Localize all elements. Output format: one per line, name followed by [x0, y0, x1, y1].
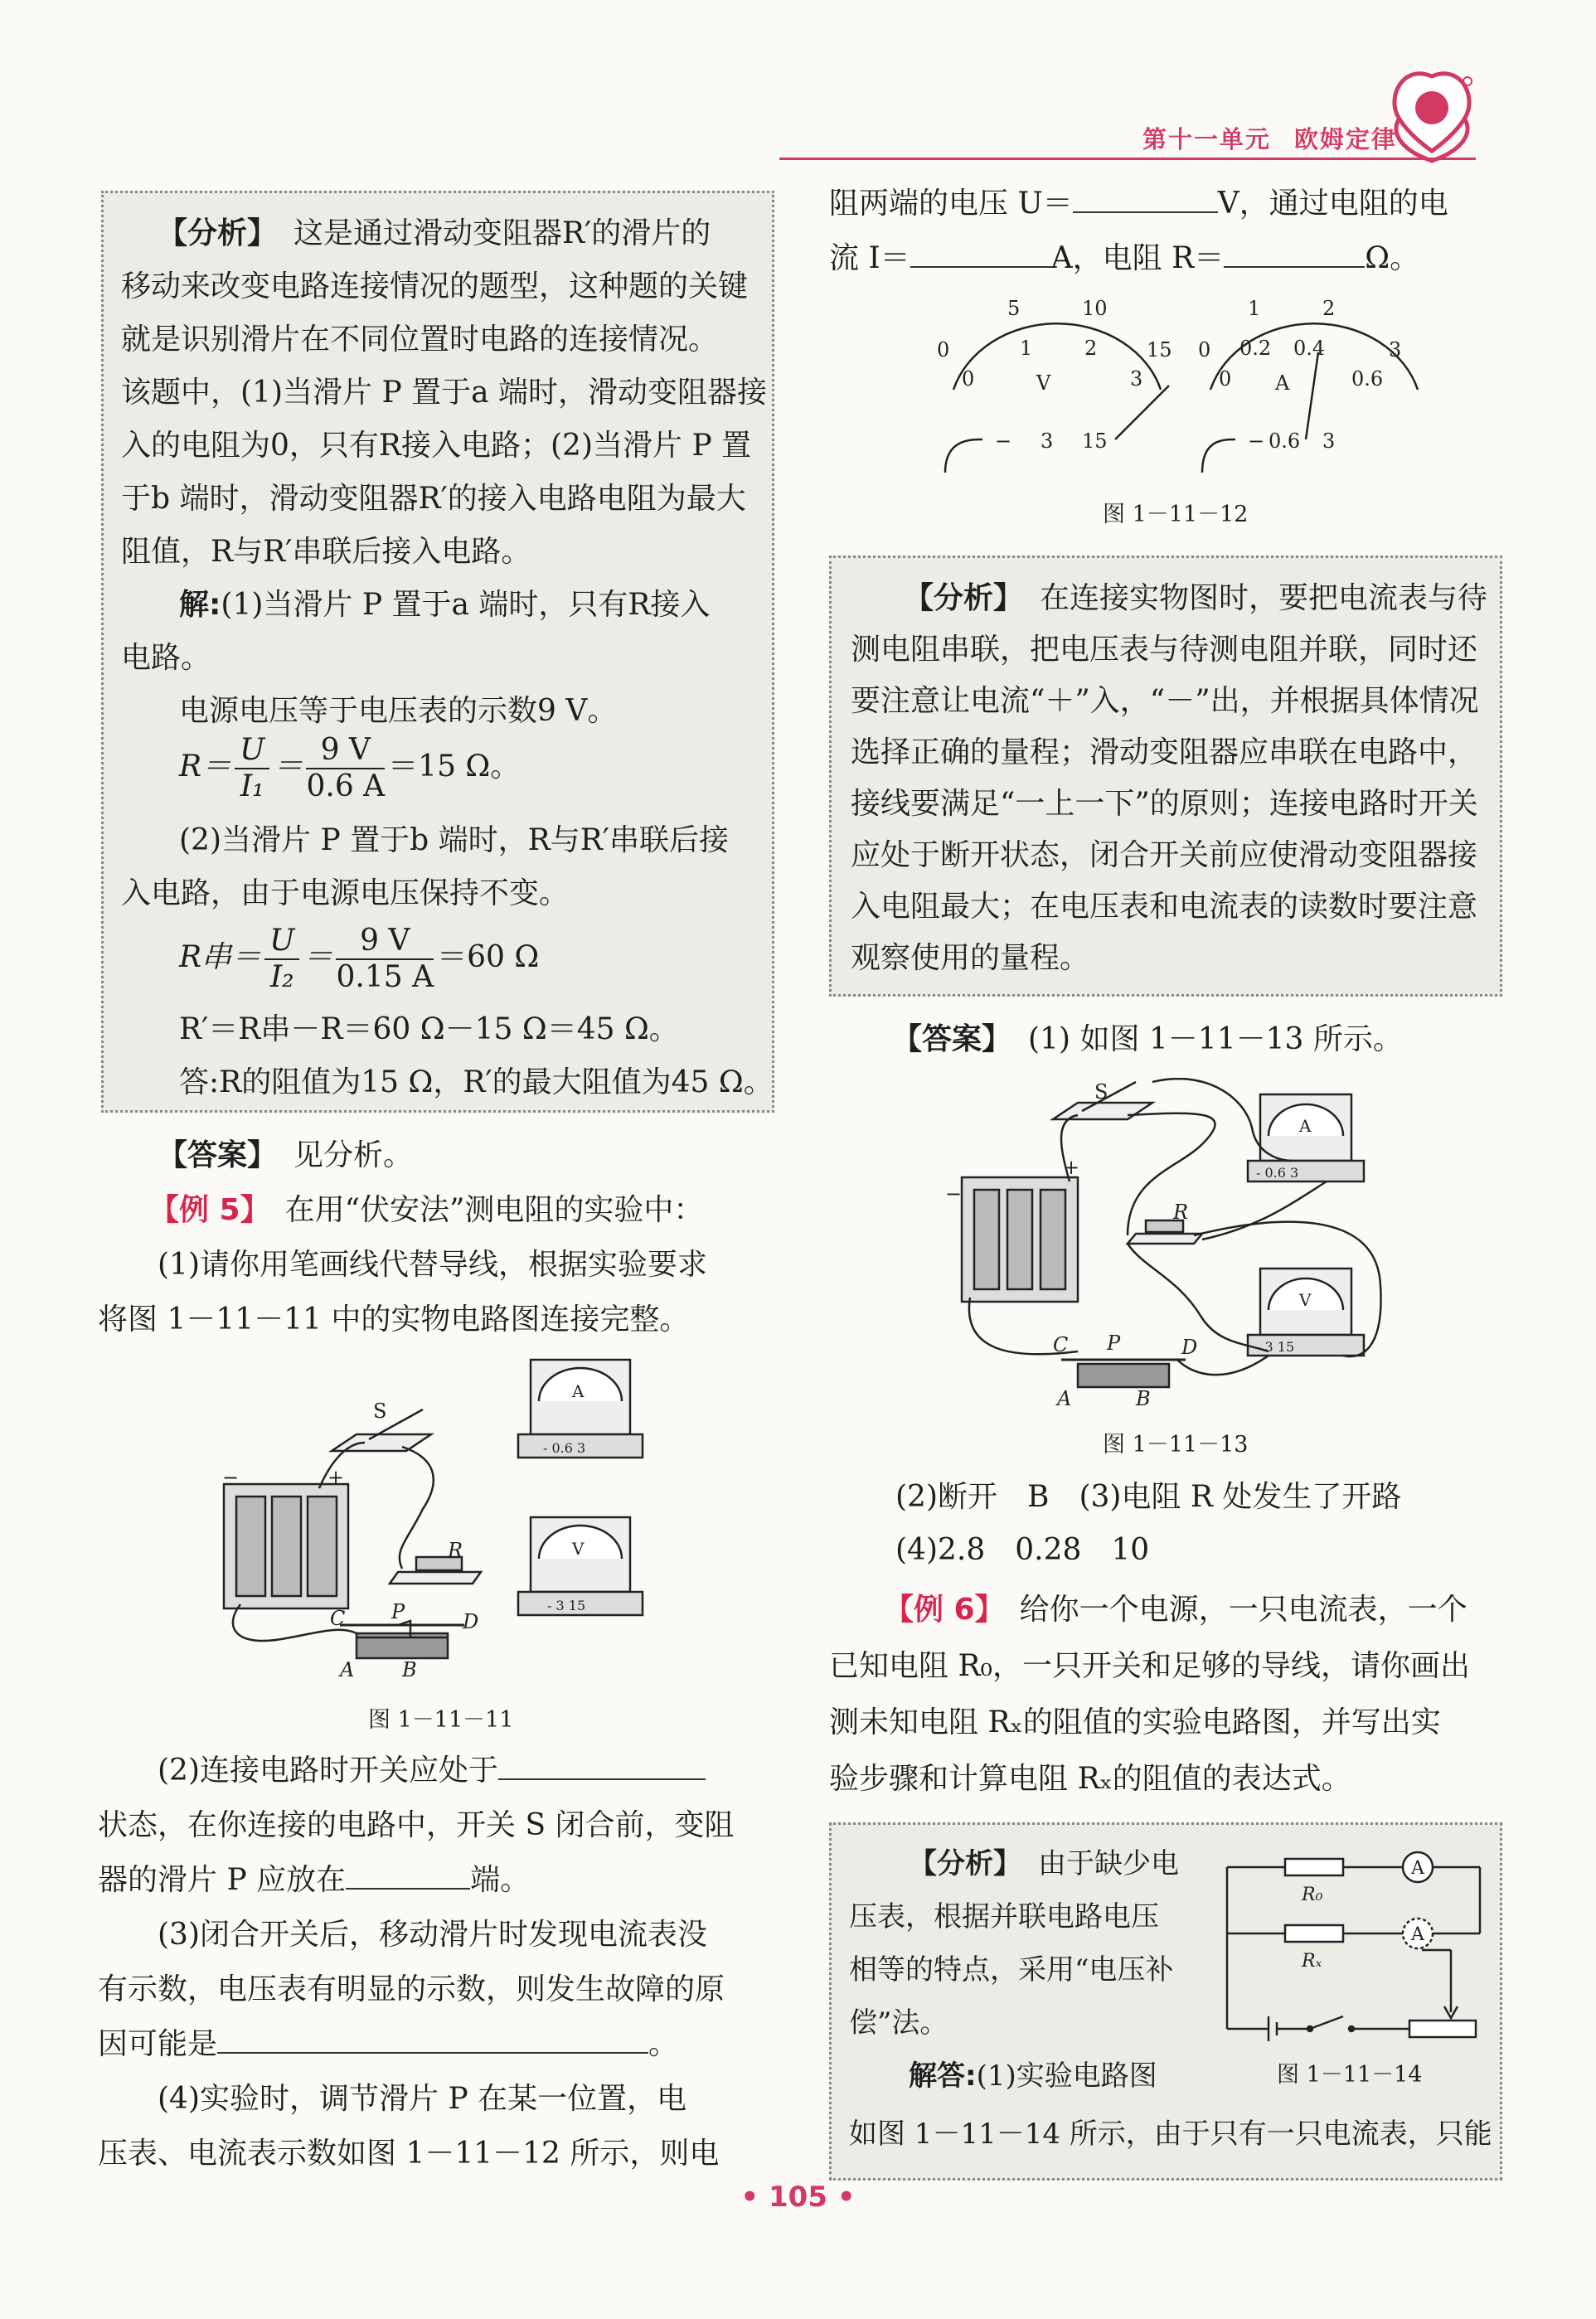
- ammeter-needle: [1306, 352, 1318, 439]
- bottom-last-line: 如图 1－11－14 所示，由于只有一只电流表，只能: [849, 2118, 1492, 2151]
- a-term-3: 3: [1322, 429, 1336, 453]
- fig11-a-label: A: [340, 1658, 355, 1681]
- fig13-d-label: D: [1181, 1336, 1198, 1359]
- right-analysis-line-1: 【分析】 在连接实物图时，要把电流表与待: [904, 581, 1488, 615]
- left-solution-line-2: 电路。: [121, 641, 211, 675]
- left-analysis-line-5: 入的电阻为0，只有R接入电路；(2)当滑片 P 置: [121, 429, 752, 463]
- fig11-resistor-label: R: [448, 1539, 463, 1562]
- example-5-title: 【例 5】 在用“伏安法”测电阻的实验中：: [149, 1193, 704, 1227]
- left-solution-line-4: (2)当滑片 P 置于b 端时，R与R′串联后接: [179, 823, 729, 857]
- a-outer-1: 1: [1248, 297, 1261, 320]
- fig13-voltmeter-letter: V: [1299, 1290, 1312, 1310]
- fig11-voltmeter-letter: V: [572, 1539, 585, 1559]
- fig13-b-label: B: [1136, 1387, 1151, 1409]
- right-analysis-line-8: 观察使用的量程。: [851, 941, 1090, 975]
- figure-1-11-11-caption: 图 1－11－11: [368, 1707, 514, 1733]
- right-analysis-line-4: 选择正确的量程；滑动变阻器应串联在电路中，: [851, 735, 1478, 769]
- bottom-solution-line: 解答:(1)实验电路图: [909, 2059, 1157, 2093]
- left-analysis-line-2: 移动来改变电路连接情况的题型，这种题的关键: [121, 269, 749, 303]
- example-5-q4-line-3: 阻两端的电压 U＝ V，通过电阻的电: [829, 187, 1448, 221]
- fig11-voltmeter-terminals: - 3 15: [547, 1598, 586, 1613]
- right-analysis-line-7: 入电阻最大；在电压表和电流表的读数时要注意: [851, 890, 1478, 924]
- left-analysis-line-4: 该题中，(1)当滑片 P 置于a 端时，滑动变阻器接: [121, 376, 768, 410]
- v-outer-5: 5: [1007, 297, 1021, 320]
- v-outer-0: 0: [937, 338, 950, 361]
- left-analysis-line-1: 【分析】 这是通过滑动变阻器R′的滑片的: [158, 216, 711, 250]
- a-outer-0: 0: [1198, 338, 1211, 361]
- fig13-p-label: P: [1107, 1332, 1121, 1355]
- example-5-q2-line-2: 状态，在你连接的电路中，开关 S 闭合前，变阻: [98, 1808, 735, 1842]
- fig14-ammeter-2: A: [1411, 1924, 1424, 1945]
- equation-r: R＝ $\frac{U}{\text{I₁}}$ ＝ $\frac{9 V}{0.6 A}$ ＝15 Ω。: [179, 733, 521, 803]
- example-6-line-1: 【例 6】 给你一个电源，一只电流表，一个: [884, 1593, 1467, 1627]
- right-answer-line-3: (4)2.8 0.28 10: [895, 1533, 1150, 1567]
- right-answer: 【答案】 (1) 如图 1－11－13 所示。: [892, 1022, 1403, 1056]
- fig11-b-label: B: [402, 1658, 417, 1681]
- fig14-r0-label: R₀: [1302, 1885, 1323, 1905]
- fig11-plus-label: +: [327, 1466, 345, 1489]
- right-analysis-line-6: 应处于断开状态，闭合开关前应使滑动变阻器接: [851, 838, 1478, 872]
- bottom-analysis-line-4: 偿”法。: [849, 2006, 948, 2040]
- figure-1-11-12: [929, 290, 1426, 473]
- example-5-q2-line-1: (2)连接电路时开关应处于: [158, 1744, 706, 1797]
- example-5-q3-line-1: (3)闭合开关后，移动滑片时发现电流表没: [158, 1918, 707, 1952]
- voltmeter-letter: V: [1036, 371, 1051, 395]
- fig13-resistor-label: R: [1173, 1201, 1189, 1224]
- example-6-line-2: 已知电阻 R₀，一只开关和足够的导线，请你画出: [829, 1649, 1470, 1683]
- right-analysis-line-2: 测电阻串联，把电压表与待测电阻并联，同时还: [851, 633, 1478, 667]
- fig11-switch-label: S: [373, 1400, 387, 1423]
- v-inner-2: 2: [1084, 337, 1098, 360]
- page-header: [1142, 121, 1397, 155]
- figure-1-11-14: [1219, 1842, 1492, 2041]
- a-term-06: 0.6: [1269, 429, 1301, 453]
- example-5-q4-line-1: (4)实验时，调节滑片 P 在某一位置，电: [158, 2082, 687, 2116]
- left-analysis-line-7: 阻值，R与R′串联后接入电路。: [121, 535, 531, 569]
- left-analysis-line-3: 就是识别滑片在不同位置时电路的连接情况。: [121, 323, 719, 357]
- v-inner-0: 0: [962, 367, 975, 391]
- left-solution-line-1: 解:(1)当滑片 P 置于a 端时，只有R接入: [179, 588, 711, 622]
- fig11-c-label: C: [330, 1607, 346, 1630]
- bottom-analysis-line-3: 相等的特点，采用“电压补: [849, 1953, 1174, 1987]
- fig13-ammeter-letter: A: [1299, 1116, 1312, 1136]
- a-inner-02: 0.2: [1239, 337, 1272, 360]
- v-outer-15: 15: [1147, 338, 1172, 361]
- left-solution-line-5: 入电路，由于电源电压保持不变。: [121, 876, 570, 910]
- ammeter-letter: A: [1275, 371, 1290, 395]
- figure-1-11-11: [207, 1351, 672, 1683]
- right-analysis-line-5: 接线要满足“一上一下”的原则；连接电路时开关: [851, 787, 1478, 821]
- fig11-d-label: D: [463, 1610, 479, 1633]
- a-inner-06: 0.6: [1351, 367, 1384, 391]
- bottom-analysis-line-2: 压表，根据并联电路电压: [849, 1900, 1159, 1933]
- v-inner-1: 1: [1020, 337, 1033, 360]
- fig11-p-label: P: [391, 1600, 405, 1623]
- a-inner-04: 0.4: [1293, 337, 1326, 360]
- a-term-minus: −: [1248, 429, 1265, 453]
- fig13-ammeter-terminals: - 0.6 3: [1256, 1165, 1299, 1181]
- publisher-logo-icon: [1386, 68, 1477, 167]
- fig13-c-label: C: [1053, 1333, 1069, 1356]
- a-inner-0: 0: [1219, 367, 1232, 391]
- example-6-line-4: 验步骤和计算电阻 Rₓ的阻值的表达式。: [829, 1762, 1351, 1796]
- fig13-minus-label: −: [945, 1182, 963, 1206]
- v-term-15: 15: [1082, 429, 1108, 453]
- example-5-label: 【例 5】: [149, 1193, 270, 1227]
- equation-r-series: R串＝ $\frac{U}{\text{I₂}}$ ＝ $\frac{9 V}{0.15 A}$ ＝60 Ω: [179, 924, 540, 994]
- fig13-a-label: A: [1057, 1387, 1072, 1409]
- example-5-q1-line-1: (1)请你用笔画线代替导线，根据实验要求: [158, 1248, 707, 1282]
- example-6-line-3: 测未知电阻 Rₓ的阻值的实验电路图，并写出实: [829, 1705, 1441, 1739]
- right-analysis-line-3: 要注意让电流“＋”入，“－”出，并根据具体情况: [851, 684, 1479, 718]
- figure-1-11-14-caption: 图 1－11－14: [1277, 2062, 1423, 2088]
- example-5-q3-line-3: 因可能是 。: [98, 2027, 679, 2061]
- fig14-ammeter-1: A: [1411, 1858, 1424, 1879]
- fig14-rx-label: Rₓ: [1302, 1951, 1322, 1972]
- fig11-ammeter-letter: A: [572, 1381, 585, 1401]
- left-solution-line-3: 电源电压等于电压表的示数9 V。: [179, 694, 618, 728]
- equation-r-prime: R′＝R串－R＝60 Ω－15 Ω＝45 Ω。: [179, 1012, 679, 1046]
- fig13-switch-label: S: [1094, 1080, 1108, 1104]
- example-5-q3-line-2: 有示数，电压表有明显的示数，则发生故障的原: [98, 1972, 725, 2006]
- example-5-q1-line-2: 将图 1－11－11 中的实物电路图连接完整。: [98, 1303, 690, 1337]
- left-answer: 【答案】 见分析。: [158, 1138, 414, 1172]
- left-analysis-line-6: 于b 端时，滑动变阻器R′的接入电路电阻为最大: [121, 482, 746, 516]
- fig11-ammeter-terminals: - 0.6 3: [543, 1440, 586, 1456]
- example-5-q2-line-3: 器的滑片 P 应放在 端。: [98, 1863, 531, 1897]
- v-term-3: 3: [1041, 429, 1054, 453]
- example-6-label: 【例 6】: [884, 1593, 1005, 1627]
- unit-topic: 欧姆定律: [1294, 125, 1398, 153]
- v-term-minus: −: [995, 429, 1012, 453]
- bottom-analysis-line-1: 【分析】 由于缺少电: [909, 1847, 1179, 1880]
- v-outer-10: 10: [1082, 297, 1108, 320]
- right-answer-line-2: (2)断开 B (3)电阻 R 处发生了开路: [895, 1480, 1402, 1514]
- figure-1-11-12-caption: 图 1－11－12: [1103, 502, 1249, 527]
- unit-title: 第十一单元: [1142, 125, 1272, 153]
- header-rule: [779, 158, 1476, 160]
- figure-1-11-13: [929, 1078, 1393, 1409]
- fig13-plus-label: +: [1063, 1156, 1080, 1179]
- a-outer-3: 3: [1389, 338, 1402, 361]
- example-5-q4-line-2: 压表、电流表示数如图 1－11－12 所示，则电: [98, 2137, 720, 2171]
- v-inner-3: 3: [1130, 367, 1143, 391]
- a-outer-2: 2: [1322, 297, 1336, 320]
- fig11-minus-label: −: [222, 1466, 240, 1489]
- fig13-voltmeter-terminals: - 3 15: [1256, 1339, 1295, 1355]
- example-5-q4-line-4: 流 I＝ A，电阻 R＝ Ω。: [829, 241, 1420, 275]
- left-answer-summary: 答:R的阻值为15 Ω，R′的最大阻值为45 Ω。: [179, 1065, 774, 1099]
- page-number: • 105 •: [740, 2181, 856, 2214]
- figure-1-11-13-caption: 图 1－11－13: [1103, 1432, 1249, 1458]
- voltmeter-needle: [1115, 386, 1169, 439]
